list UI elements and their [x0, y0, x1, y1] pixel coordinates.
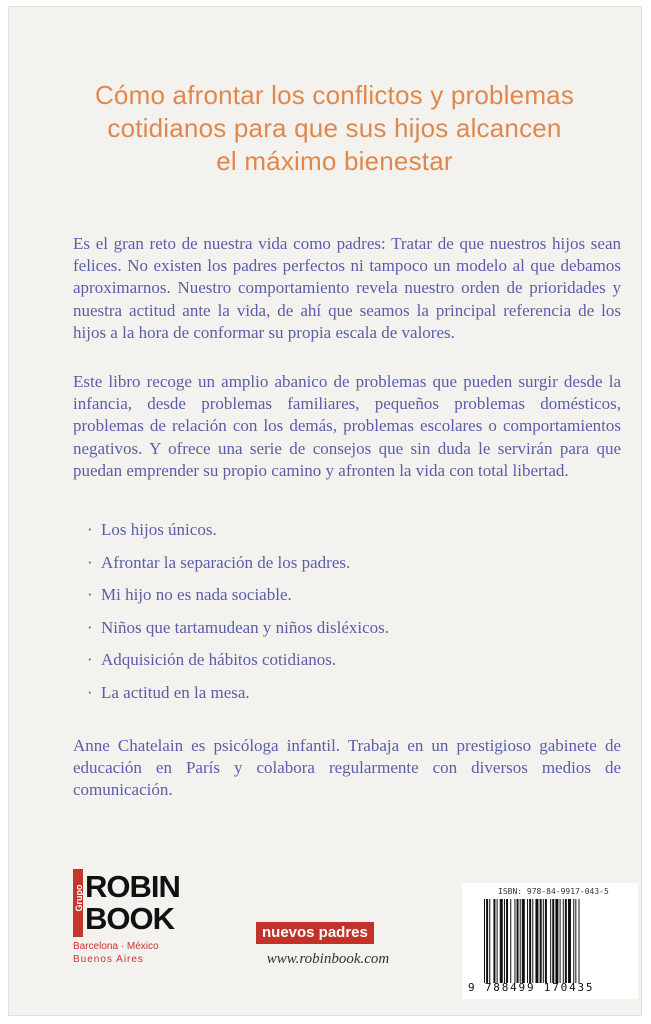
- list-item: [87, 584, 587, 617]
- summary-paragraph: [73, 371, 621, 482]
- list-item-text: Adquisición de hábitos cotidianos.: [101, 650, 337, 670]
- collection-badge: nuevos padres: [256, 922, 374, 944]
- bullet-icon: ·: [87, 585, 93, 605]
- paragraph-text: Este libro recoge un amplio abanico de problemas que pueden surgir desde la infancia, desde problemas familiares, pequeños problemas domésticos, problemas de relación con los demás, problemas escolares o comportamientos negativos. Y ofrece una serie de consejos que sin duda le servirán para que puedan emprender su propio camino y afronten la vida con total libertad.: [73, 372, 621, 480]
- publisher-website: www.robinbook.com: [266, 951, 390, 967]
- list-item: [87, 649, 587, 682]
- author-bio: [73, 735, 621, 802]
- headline-line: cotidianos para que sus hijos alcancen: [107, 113, 562, 143]
- bullet-icon: ·: [87, 520, 93, 539]
- bullet-icon: ·: [87, 682, 93, 702]
- logo-grupo-text: Grupo: [74, 884, 84, 912]
- list-item-text: Afrontar la separación de los padres.: [101, 552, 351, 572]
- isbn-label: ISBN: 978-84-9917-043-5: [498, 887, 609, 896]
- publisher-logo: [73, 869, 180, 979]
- back-cover: [8, 6, 642, 1016]
- barcode-number: 9 788499 170435: [468, 981, 595, 994]
- list-item-text: Los hijos únicos.: [101, 520, 217, 539]
- logo-book-text: BOOK: [85, 901, 174, 936]
- list-item-text: Niños que tartamudean y niños disléxicos.: [101, 617, 390, 637]
- list-item-text: La actitud en la mesa.: [101, 682, 250, 702]
- topics-list: [87, 519, 587, 715]
- bullet-icon: ·: [87, 617, 93, 637]
- list-item-text: Mi hijo no es nada sociable.: [101, 585, 292, 605]
- barcode-block: [462, 883, 638, 999]
- bullet-icon: ·: [87, 552, 93, 572]
- paragraph-text: Anne Chatelain es psicóloga infantil. Trabaja en un prestigioso gabinete de educación en París y colabora regularmente con diversos medios de comunicación.: [73, 736, 621, 800]
- list-item: [87, 682, 587, 715]
- headline-line: Cómo afrontar los conflictos y problemas: [94, 80, 575, 110]
- logo-cities: Barcelona · México: [73, 941, 159, 952]
- cover-headline: [49, 79, 620, 178]
- headline-line: el máximo bienestar: [216, 146, 453, 176]
- intro-paragraph: [73, 233, 621, 344]
- bullet-icon: ·: [87, 650, 93, 670]
- logo-cities: Buenos Aires: [73, 954, 144, 965]
- paragraph-text: Es el gran reto de nuestra vida como padres: Tratar de que nuestros hijos sean felices. No existen los padres perfectos ni tampoco un modelo al que debamos aproximarnos. Nuestro comportamiento revela nuestro orden de prioridades y nuestra actitud ante la vida, de ahí que seamos la principal referencia de los hijos a la hora de conformar su propia escala de valores.: [73, 234, 621, 342]
- list-item: [87, 519, 587, 552]
- list-item: [87, 552, 587, 585]
- logo-robin-text: ROBIN: [85, 869, 180, 904]
- barcode-icon: [484, 899, 632, 983]
- list-item: [87, 617, 587, 650]
